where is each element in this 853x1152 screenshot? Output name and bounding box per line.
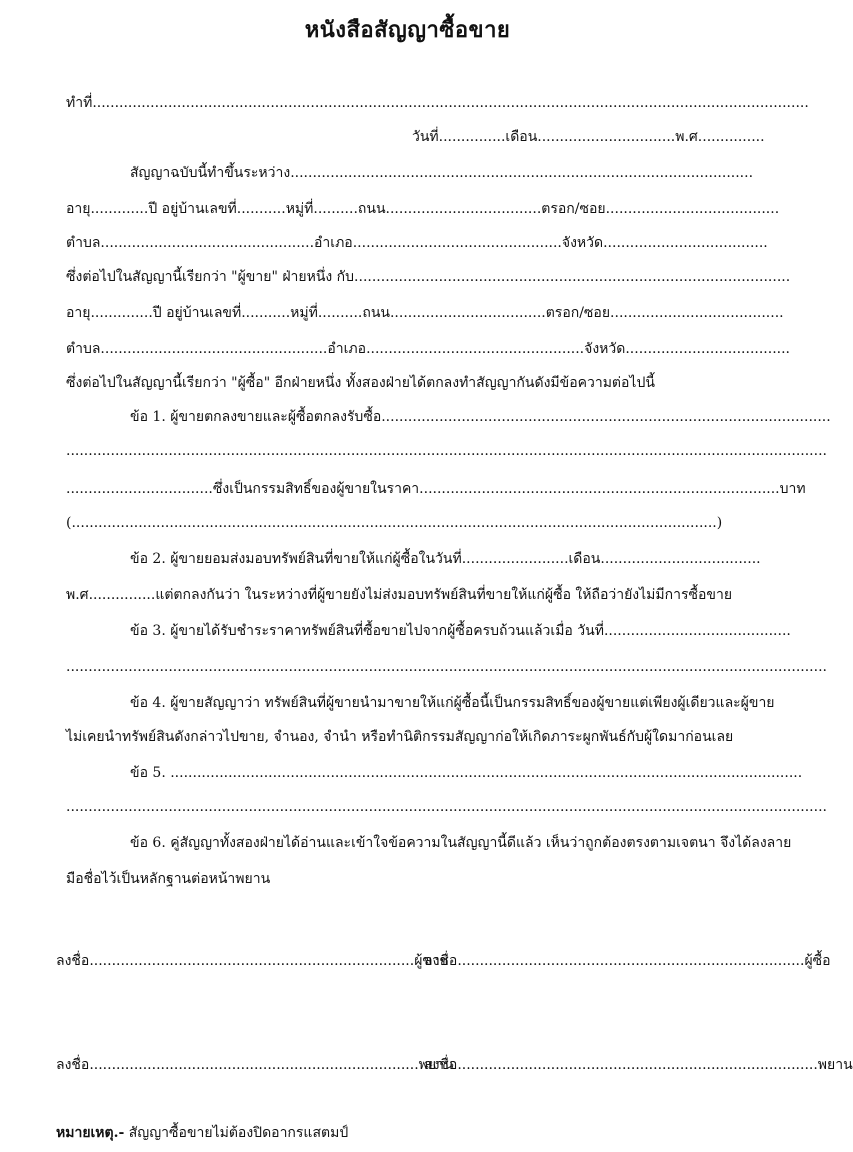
seller-district-line: ตำบล................................................อำเภอ...............................................จังหวัด..................................... (66, 235, 768, 251)
note-text: สัญญาซื้อขายไม่ต้องปิดอากรแสตมป์ (128, 1125, 349, 1141)
clause-3-line-2: ........................................................................................................................................................................... (66, 659, 827, 675)
clause-6-line-1: ข้อ 6. คู่สัญญาทั้งสองฝ่ายได้อ่านและเข้าใจข้อความในสัญญานี้ดีแล้ว เห็นว่าถูกต้องตรงตามเจตนา จึงได้ลงลาย (130, 835, 792, 851)
clause-1-line-1: ข้อ 1. ผู้ขายตกลงขายและผู้ซื้อตกลงรับซื้อ..................................................................................................... (130, 409, 831, 425)
clause-6-line-2: มือชื่อไว้เป็นหลักฐานต่อหน้าพยาน (66, 871, 271, 887)
witness-2-signature-line: ลงชื่อ.................................................................................พยาน (424, 1057, 853, 1073)
clause-4-line-1: ข้อ 4. ผู้ขายสัญญาว่า ทรัพย์สินที่ผู้ขายนำมาขายให้แก่ผู้ซื้อนี้เป็นกรรมสิทธิ์ของผู้ขายแต่เพียงผู้เดียวและผู้ขาย (130, 695, 775, 711)
buyer-address-line: อายุ..............ปี อยู่บ้านเลขที่...........หมู่ที่..........ถนน...................................ตรอก/ซอย....................................... (66, 305, 784, 321)
date-line: วันที่...............เดือน...............................พ.ศ............... (412, 129, 765, 145)
buyer-role-line: ซึ่งต่อไปในสัญญานี้เรียกว่า "ผู้ซื้อ" อีกฝ่ายหนึ่ง ทั้งสองฝ่ายได้ตกลงทำสัญญากันดังมีข้อความต่อไปนี้ (66, 375, 655, 391)
clause-5-line-2: ........................................................................................................................................................................... (66, 799, 827, 815)
note-line (56, 1124, 656, 1142)
buyer-district-line: ตำบล...................................................อำเภอ.................................................จังหวัด..................................... (66, 341, 791, 357)
clause-4-line-2: ไม่เคยนำทรัพย์สินดังกล่าวไปขาย, จำนอง, จำนำ หรือทำนิติกรรมสัญญาก่อให้เกิดภาระผูกพันธ์กับผู้ใดมาก่อนเลย (66, 729, 734, 745)
clause-5-line-1: ข้อ 5. .............................................................................................................................................. (130, 765, 803, 781)
buyer-signature-line: ลงชื่อ..............................................................................ผู้ซื้อ (424, 953, 831, 969)
document-title: หนังสือสัญญาซื้อขาย (304, 17, 511, 43)
clause-2-line-2: พ.ศ...............แต่ตกลงกันว่า ในระหว่างที่ผู้ขายยังไม่ส่งมอบทรัพย์สินที่ขายให้แก่ผู้ซื้อ ให้ถือว่ายังไม่มีการซื้อขาย (66, 587, 733, 603)
parties-intro-line: สัญญาฉบับนี้ทำขึ้นระหว่าง........................................................................................................ (130, 165, 754, 181)
clause-1-line-3: .................................ซึ่งเป็นกรรมสิทธิ์ของผู้ขายในราคา.................................................................................บาท (66, 481, 806, 497)
place-line: ทำที่................................................................................................................................................................. (66, 95, 809, 111)
seller-signature-line: ลงชื่อ.........................................................................ผู้ขาย (56, 953, 449, 969)
clause-1-line-4: (.................................................................................................................................................) (66, 515, 723, 531)
clause-3-line-1: ข้อ 3. ผู้ขายได้รับชำระราคาทรัพย์สินที่ซื้อขายไปจากผู้ซื้อครบถ้วนแล้วเมื่อ วันที่.......................................... (130, 623, 791, 639)
note-label: หมายเหตุ.- (56, 1125, 125, 1141)
seller-address-line: อายุ.............ปี อยู่บ้านเลขที่...........หมู่ที่..........ถนน...................................ตรอก/ซอย....................................... (66, 201, 780, 217)
clause-2-line-1: ข้อ 2. ผู้ขายยอมส่งมอบทรัพย์สินที่ขายให้แก่ผู้ซื้อในวันที่........................เดือน.................................... (130, 551, 761, 567)
witness-1-signature-line: ลงชื่อ..........................................................................พยาน (56, 1057, 454, 1073)
clause-1-line-2: ........................................................................................................................................................................... (66, 443, 827, 459)
seller-role-line: ซึ่งต่อไปในสัญญานี้เรียกว่า "ผู้ขาย" ฝ่ายหนึ่ง กับ.................................................................................................. (66, 269, 791, 285)
